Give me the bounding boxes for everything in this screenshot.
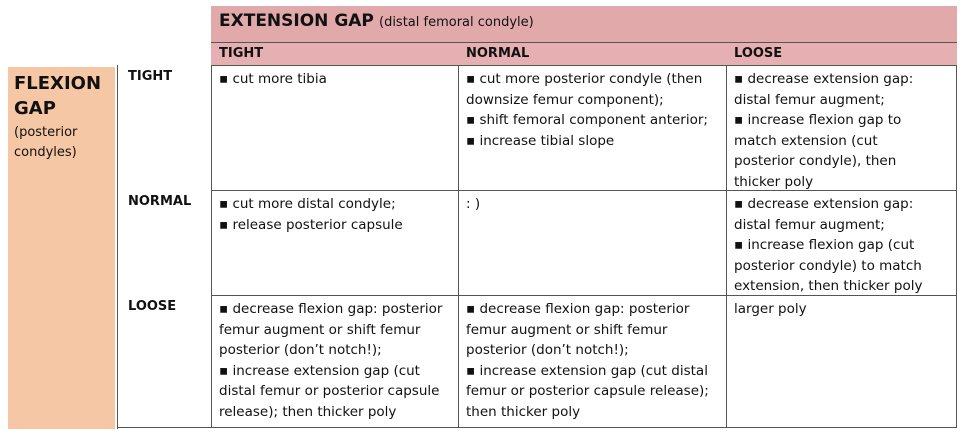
cell-tight-normal: ▪ cut more posterior condyle (then downsize femur component); ▪ shift femoral component anterior; ▪ increase tibial slope [466, 71, 708, 149]
table-left-border [117, 65, 118, 429]
column-header-normal: NORMAL [466, 46, 530, 61]
extension-gap-title: EXTENSION GAP [219, 11, 374, 31]
flexion-gap-subtitle-line2: condyles) [14, 145, 77, 160]
cell-tight-loose: ▪ decrease extension gap: distal femur augment; ▪ increase flexion gap to match extension (cut posterior condyle), then thicker poly [734, 71, 914, 190]
grid-line-bottom [117, 427, 957, 428]
gap-table-grid [211, 65, 957, 428]
column-header-row [211, 42, 957, 65]
row-label-loose: LOOSE [128, 299, 177, 314]
column-header-loose: LOOSE [734, 46, 783, 61]
cell-normal-normal: : ) [466, 196, 481, 212]
row-label-tight: TIGHT [128, 69, 173, 84]
extension-gap-subtitle: (distal femoral condyle) [379, 15, 534, 30]
cell-tight-tight: ▪ cut more tibia [219, 71, 327, 87]
row-label-normal: NORMAL [128, 194, 192, 209]
flexion-gap-title-line1: FLEXION [14, 73, 102, 94]
extension-gap-header [211, 6, 957, 42]
grid-line-top [211, 65, 957, 66]
row-label-cell-loose [117, 297, 210, 428]
cell-loose-loose: larger poly [734, 301, 807, 317]
flexion-gap-subtitle-line1: (posterior [14, 125, 78, 140]
grid-line-col3 [956, 65, 957, 428]
cell-normal-tight: ▪ cut more distal condyle; ▪ release posterior capsule [219, 196, 403, 233]
row-label-cell-normal [117, 192, 210, 295]
cell-loose-tight: ▪ decrease flexion gap: posterior femur augment or shift femur posterior (don’t notch!); ▪ increase extension gap (cut distal femur or posterior capsule release); then thicker poly [219, 301, 443, 420]
cell-normal-loose: ▪ decrease extension gap: distal femur augment; ▪ increase flexion gap (cut posterior condyle) to match extension, then thicker poly [734, 196, 923, 294]
cell-loose-normal: ▪ decrease flexion gap: posterior femur augment or shift femur posterior (don’t notch!); ▪ increase extension gap (cut distal femur or posterior capsule release); then thicker poly [466, 301, 709, 420]
flexion-gap-header [8, 67, 115, 429]
column-header-tight: TIGHT [219, 46, 264, 61]
grid-line-row1 [211, 190, 957, 191]
flexion-gap-title-line2: GAP [14, 98, 56, 119]
row-label-cell-tight [117, 67, 210, 190]
